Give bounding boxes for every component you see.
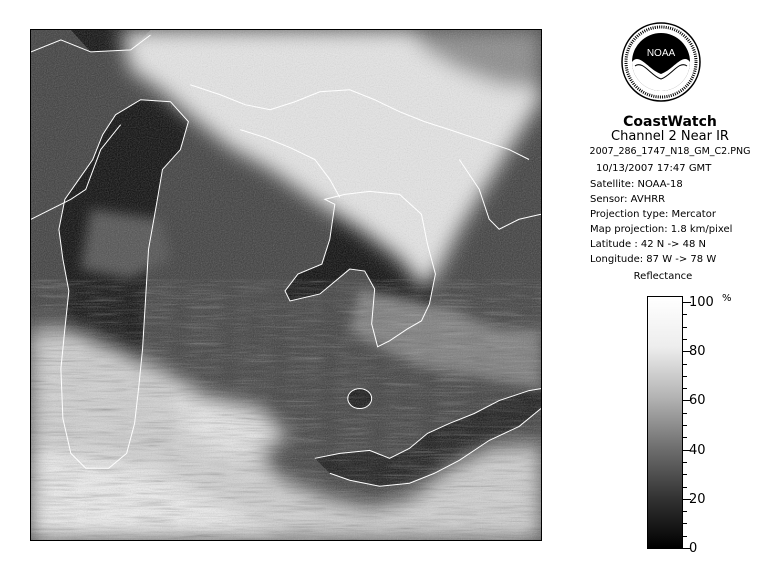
- map-projection: Map projection: 1.8 km/pixel: [590, 224, 733, 235]
- colorbar-minor-tick: [683, 474, 687, 475]
- date-time: 10/13/2007 17:47 GMT: [596, 163, 712, 174]
- longitude-range: Longitude: 87 W -> 78 W: [590, 254, 717, 265]
- projection-type: Projection type: Mercator: [590, 209, 716, 220]
- colorbar-minor-tick: [683, 523, 687, 524]
- colorbar-tick-label: 80: [689, 344, 706, 360]
- colorbar-minor-tick: [683, 376, 687, 377]
- colorbar-tick-label: 60: [689, 393, 706, 409]
- noaa-logo: [621, 22, 701, 102]
- colorbar-minor-tick: [683, 327, 687, 328]
- colorbar-tick-label: 40: [689, 442, 706, 458]
- sensor-name: Sensor: AVHRR: [590, 194, 666, 205]
- colorbar-minor-tick: [683, 487, 687, 488]
- colorbar-minor-tick: [683, 413, 687, 414]
- satellite-image: [30, 29, 542, 541]
- colorbar-minor-tick: [683, 314, 687, 315]
- colorbar-tick-label: 100: [689, 295, 714, 310]
- brand-title: CoastWatch: [623, 114, 717, 130]
- file-name: 2007_286_1747_N18_GM_C2.PNG: [589, 146, 751, 157]
- colorbar-minor-tick: [683, 462, 687, 463]
- colorbar: [647, 296, 683, 549]
- colorbar-minor-tick: [683, 536, 687, 537]
- colorbar-unit: %: [722, 293, 732, 304]
- colorbar-minor-tick: [683, 511, 687, 512]
- colorbar-tick-label: 0: [689, 541, 698, 556]
- product-title: Channel 2 Near IR: [611, 129, 729, 144]
- latitude-range: Latitude : 42 N -> 48 N: [590, 239, 706, 250]
- colorbar-title: Reflectance: [633, 271, 693, 282]
- colorbar-minor-tick: [683, 364, 687, 365]
- colorbar-minor-tick: [683, 425, 687, 426]
- logo-text: NOAA: [646, 48, 676, 59]
- colorbar-minor-tick: [683, 339, 687, 340]
- colorbar-tick-label: 20: [689, 491, 706, 507]
- satellite-name: Satellite: NOAA-18: [590, 179, 683, 190]
- colorbar-minor-tick: [683, 437, 687, 438]
- colorbar-minor-tick: [683, 388, 687, 389]
